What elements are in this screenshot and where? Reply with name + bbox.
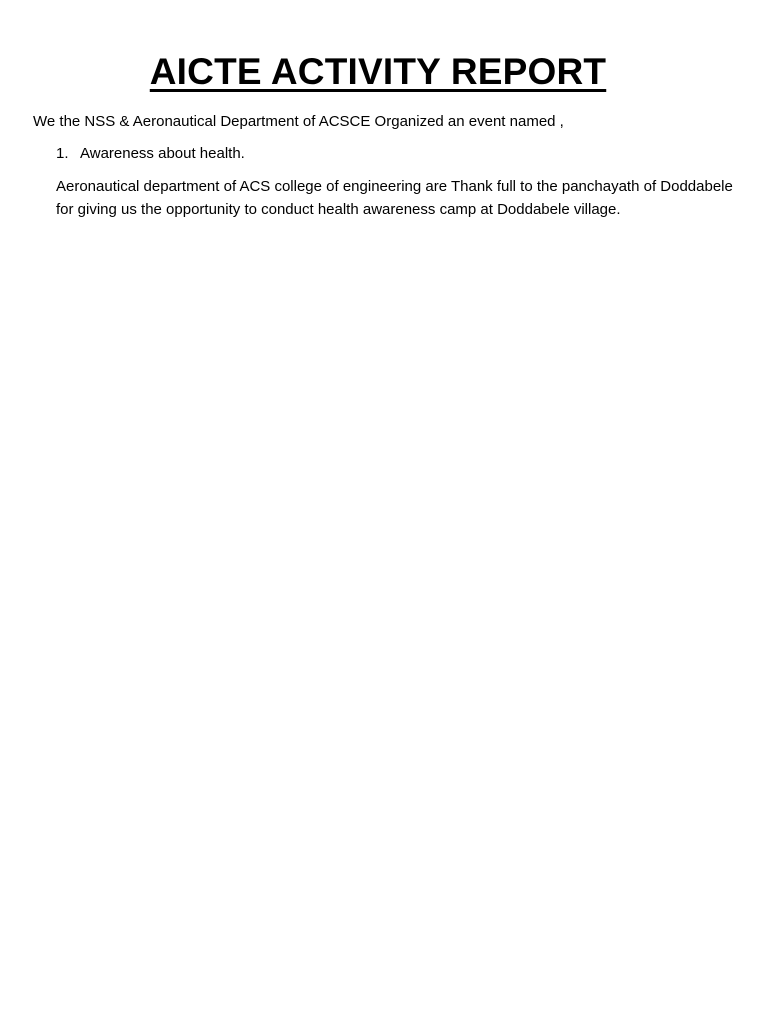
list-item-text: Awareness about health. — [80, 145, 245, 162]
event-list — [56, 144, 245, 164]
list-item-marker: 1. — [56, 145, 69, 162]
report-title: AICTE ACTIVITY REPORT — [149, 51, 607, 92]
body-paragraph: Aeronautical department of ACS college of engineering are Thank full to the panchayath of Doddabele for giving us the opportunity to conduct health awareness camp at Doddabele village. — [56, 178, 733, 218]
intro-text: We the NSS & Aeronautical Department of ACSCE Organized an event named , — [33, 113, 564, 130]
list-item — [56, 144, 245, 164]
